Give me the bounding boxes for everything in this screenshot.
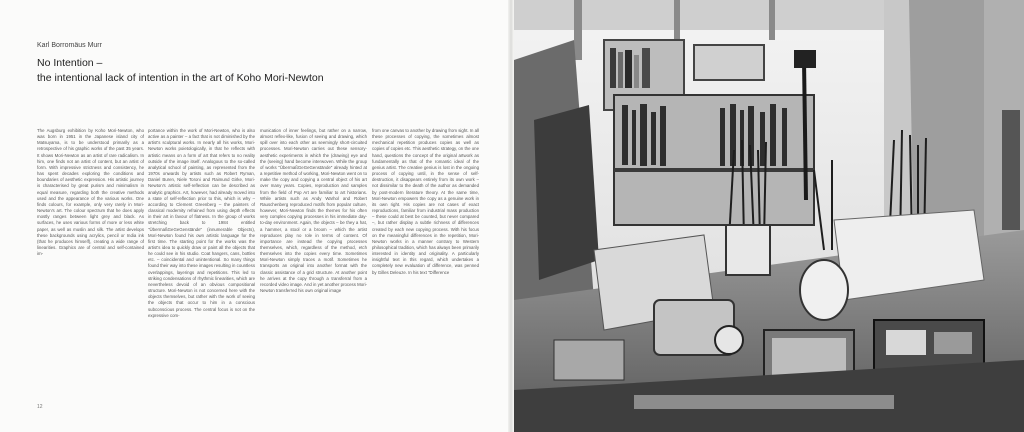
body-column-1: The Augsburg exhibition by Koho Mori-Newton, who was born in 1951 in the Japanese island city of Matsuyama, is to be understood primarily as a retrospective of his graphic works of the past 35 years. It shows Mori-Newton as an artist of rare radicalism. In him, one finds not an artist of content, but an artist of form. With impressive strictness and consistency, he has spent decades exploring the conditions and boundaries of aesthetic expression. His artistic journey is characterised by great purism and minimalism in equal measure, regarding both the creative methods used and the appearance of the various works. One finds colours, for example, only very rarely in Mori-Newton's art. The colour spectrum that he does apply mostly ranges between light grey and black. As surfaces, he uses various forms of more or less white paper, as well as muslin and silk. The artist develops these backgrounds using acrylics, pencil or India ink (that he produces himself), creating a wide range of linearities. Graphics are of central and self-contained im- <box>37 128 144 257</box>
studio-photograph <box>514 0 1024 432</box>
author-name: Karl Borromäus Murr <box>37 42 102 49</box>
essay-subtitle: the intentional lack of intention in the art of Koho Mori-Newton <box>37 72 324 84</box>
page-number: 12 <box>37 404 43 410</box>
essay-title: No Intention – <box>37 57 103 69</box>
body-column-3: munication of inner feelings, but rather on a narrow, almost reflex-like, fusion of seeing and drawing, which spill over into each other as seemingly short-circuited processes. Mori-Newton carries out these sensory-aesthetic experiments in which the (drawing) eye and the (seeing) hand become interwoven. While the group of works "ÜbermaßGeGeGenstände" already hinted at a repetitive method of working, Mori-Newton went on to make the copy and copying a central object of his art over many years. Copies, reproduction and samples from the field of Pop Art are familiar to art historians. While artists such as Andy Warhol and Robert Rauschenberg reproduced motifs from popular culture, however, Mori-Newton finds the themes for his often very complex copying processes in his immediate day-to-day environment. Again, the objects – be they a hat, a hammer, a stool or a broom – which the artist reproduces play no role in terms of content. Of importance are instead the copying processes themselves, which, regardless of the method, etch themselves into the copies every time. Sometimes Mori-Newton simply traces a motif. Sometimes he transports an original into another format with the classic assistance of a grid structure. At another point he arrives at the copy through a transferral from a recorded video image. And in yet another process Mori-Newton transferred his own original image <box>260 128 367 294</box>
body-column-2: portance within the work of Mori-Newton, who is also active as a painter – a fact that is not diminished by the artist's sculptural works. In nearly all his works, Mori-Newton works poietologically, in that he reflects with artistic means on a form of art that refers to no reality outside of the image itself. Analogous to the so-called analytical school of painting, as represented from the 1970s onwards by artists such as Robert Ryman, Daniel Buren, Niele Toroni and Raimund Girke, Mori-Newton's artistic self-reflection can be described as analytic graphics. Art, however, had already moved into a state of self-reflection prior to this, which is why – according to Clement Greenberg – the painters of classical modernity refrained from using depth effects in their art in favour of flatness. In the group of works stretching back to 1984 entitled "ÜbermaßGeGeGenstände" (innumerable Objects), Mori-Newton found his own artistic language for the first time. The starting point for the works was the artist's idea to quickly draw or paint all the objects that he could see in his studio. Coat hangers, cans, bottles etc. – coincidental and unintentional. So many things found their way into these images resulting in countless overlappings, layerings and repetitions. This led to striking condensations of rhythmic linearities, which are nevertheless devoid of an obvious compositional structure. Mori-Newton is not concerned here with the objects themselves, but rather with the work of seeing the objects that occur to him in a conscious subconscious process. The central focus is not on the expressive com- <box>148 128 255 318</box>
body-column-4: from one canvas to another by drawing from sight. In all these processes of copying, the sometimes almost mechanical repetition produces copies as well as copies of copies etc. This aesthetic strategy, on the one hand, questions the concept of the original artwork as fundamentally as that of the romantic ideal of the genius artist. The creative genius is lost in the ongoing process of copying until, in the sense of self-destruction, it disappears entirely from its own work – not dissimilar to the death of the author as demanded by post-modern literature theory. At the same time, Mori-Newton empowers the copy as a genuine work in its own right. His copies are not cases of exact reproductions, familiar from industrial mass production – these could at best be counted, but never compared –, but rather display a subtle richness of differences created by each new copying process. With his focus on the meaningful differences in the repetition, Mori-Newton works in a manner contrary to Western philosophical tradition, which has always been primarily interested in identity and originality. A particularly insightful text in this regard, which undertakes a completely new evaluation of difference, was penned by Gilles Deleuze. In his text "Difference <box>372 128 479 275</box>
